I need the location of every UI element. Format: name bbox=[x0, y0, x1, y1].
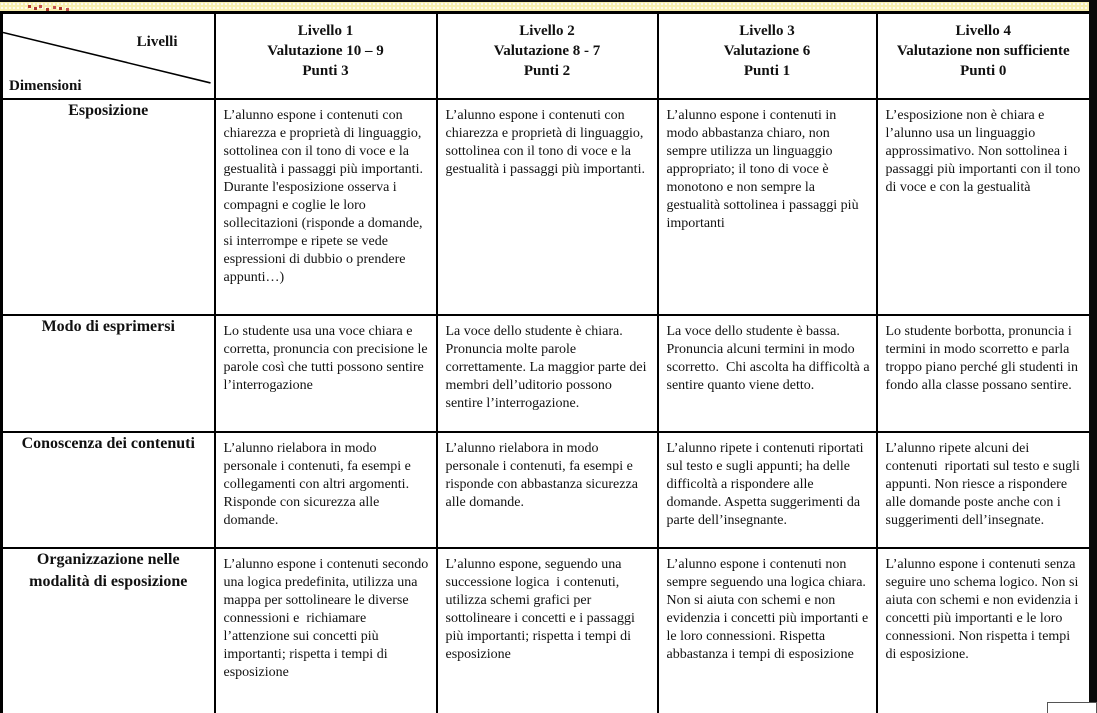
cell-esposizione-livello-1: L’alunno espone i contenuti con chiarezza e proprietà di linguaggio, sottolinea con il tono di voce e la gestualità i passaggi più importanti. Durante l'esposizione osserva i compagni e coglie le loro sollecitazioni (risponde a domande, si interrompe e ripete se vede espressioni di dubbio o prendere appunti…) bbox=[215, 99, 437, 315]
header-line: Livello 1 bbox=[297, 23, 354, 39]
cell-esposizione-livello-4: L’esposizione non è chiara e l’alunno usa un linguaggio approssimativo. Non sottolinea i passaggi più importanti con il tono di voce e con la gestualità bbox=[877, 99, 1091, 315]
cell-organizzazione-livello-2: L’alunno espone, seguendo una successione logica i contenuti, utilizza schemi grafici per sottolineare i concetti e i passaggi più importanti; rispetta i tempi di esposizione bbox=[437, 548, 658, 713]
cell-esposizione-livello-3: L’alunno espone i contenuti in modo abbastanza chiaro, non sempre utilizza un linguaggio appropriato; il tono di voce è monotono e non sempre la gestualità sottolinea i passaggi più importanti bbox=[658, 99, 877, 315]
header-line: Valutazione non sufficiente bbox=[896, 43, 1070, 59]
cell-esposizione-livello-2: L’alunno espone i contenuti con chiarezza e proprietà di linguaggio, sottolinea con il tono di voce e la gestualità i passaggi più importanti. bbox=[437, 99, 658, 315]
cell-organizzazione-livello-3: L’alunno espone i contenuti non sempre seguendo una logica chiara. Non si aiuta con schemi e non evidenzia i concetti più importanti e le loro connessioni. Rispetta abbastanza i tempi di esposizione bbox=[658, 548, 877, 713]
header-line: Valutazione 8 - 7 bbox=[493, 43, 601, 59]
row-label-conoscenza: Conoscenza dei contenuti bbox=[2, 432, 215, 548]
row-label-modo-di-esprimersi: Modo di esprimersi bbox=[2, 315, 215, 432]
cell-conoscenza-livello-1: L’alunno rielabora in modo personale i contenuti, fa esempi e collegamenti con altri argomenti. Risponde con sicurezza alle domande. bbox=[215, 432, 437, 548]
table-row bbox=[2, 548, 1091, 713]
column-header-livello-2 bbox=[437, 13, 658, 99]
row-label-organizzazione: Organizzazione nelle modalità di esposizione bbox=[2, 548, 215, 713]
row-label-esposizione: Esposizione bbox=[2, 99, 215, 315]
header-line: Valutazione 10 – 9 bbox=[267, 43, 384, 59]
corner-label-livelli: Livelli bbox=[136, 34, 178, 50]
screen-right-edge bbox=[1089, 0, 1097, 713]
cell-modo-livello-1: Lo studente usa una voce chiara e corretta, pronuncia con precisione le parole così che tutti possono sentire l’interrogazione bbox=[215, 315, 437, 432]
cell-conoscenza-livello-4: L’alunno ripete alcuni dei contenuti riportati sul testo e sugli appunti. Non riesce a rispondere alle domande poste anche con i suggerimenti dell’insegnate. bbox=[877, 432, 1091, 548]
header-line: Livello 2 bbox=[519, 23, 575, 39]
column-header-livello-3 bbox=[658, 13, 877, 99]
column-header-livello-1 bbox=[215, 13, 437, 99]
header-line: Livello 4 bbox=[955, 23, 1011, 39]
header-row bbox=[2, 13, 1091, 99]
table-row bbox=[2, 99, 1091, 315]
cell-organizzazione-livello-4: L’alunno espone i contenuti senza seguire uno schema logico. Non si aiuta con schemi e non evidenzia i concetti più importanti e le loro connessioni. Non rispetta i tempi di esposizione. bbox=[877, 548, 1091, 713]
header-line: Punti 1 bbox=[743, 63, 791, 79]
rubric-table bbox=[0, 11, 1092, 713]
cell-modo-livello-3: La voce dello studente è bassa. Pronuncia alcuni termini in modo scorretto. Chi ascolta ha difficoltà a sentire quanto viene detto. bbox=[658, 315, 877, 432]
cell-modo-livello-2: La voce dello studente è chiara. Pronuncia molte parole correttamente. La maggior parte dei membri dell’uditorio possono sentire l’interrogazione. bbox=[437, 315, 658, 432]
header-line: Punti 2 bbox=[523, 63, 571, 79]
clipped-red-text-artifact bbox=[28, 5, 31, 8]
cell-conoscenza-livello-2: L’alunno rielabora in modo personale i contenuti, fa esempi e risponde con abbastanza sicurezza alle domande. bbox=[437, 432, 658, 548]
header-line: Punti 0 bbox=[960, 63, 1007, 79]
cell-conoscenza-livello-3: L’alunno ripete i contenuti riportati sul testo e sugli appunti; ha delle difficoltà a rispondere alle domande. Aspetta suggerimenti da parte dell’insegnante. bbox=[658, 432, 877, 548]
table-row bbox=[2, 432, 1091, 548]
column-header-livello-4 bbox=[877, 13, 1091, 99]
table-row bbox=[2, 315, 1091, 432]
highlight-strip bbox=[0, 0, 1097, 11]
resize-handle-box[interactable] bbox=[1047, 702, 1097, 713]
corner-label-dimensioni: Dimensioni bbox=[9, 77, 82, 94]
cell-organizzazione-livello-1: L’alunno espone i contenuti secondo una logica predefinita, utilizza una mappa per sottolineare le diverse connessioni e richiamare l’attenzione sui concetti più importanti; rispetta i tempi di esposizione bbox=[215, 548, 437, 713]
corner-cell bbox=[2, 13, 215, 99]
cell-modo-livello-4: Lo studente borbotta, pronuncia i termini in modo scorretto e parla troppo piano perché gli studenti in fondo alla classe possano sentire. bbox=[877, 315, 1091, 432]
header-line: Punti 3 bbox=[302, 63, 349, 79]
header-line: Livello 3 bbox=[739, 23, 795, 39]
header-line: Valutazione 6 bbox=[723, 43, 811, 59]
